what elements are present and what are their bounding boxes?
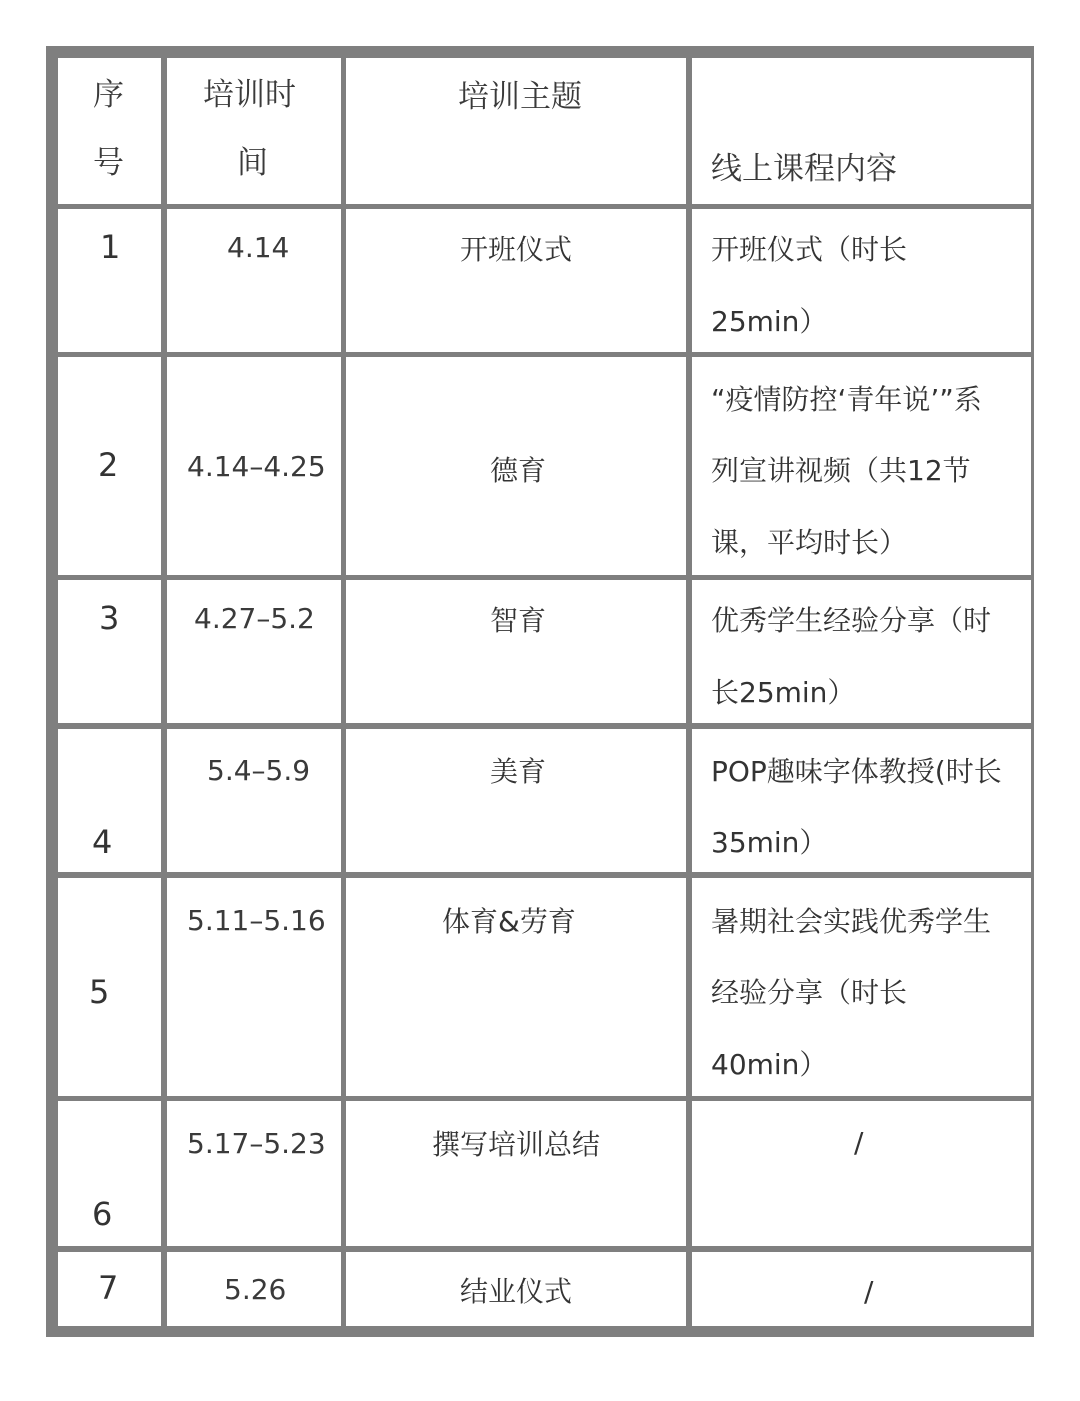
row-4-topic: 美育	[490, 755, 547, 788]
row-7-content: /	[864, 1275, 874, 1308]
row-6-index: 6	[92, 1195, 113, 1233]
row-5-index: 5	[89, 973, 110, 1011]
row-1-index-cell	[58, 209, 161, 352]
header-time-line-2: 间	[237, 145, 268, 181]
row-5-time: 5.11–5.16	[187, 904, 326, 937]
row-2-topic-cell	[346, 357, 686, 575]
row-4-content-line-2: 35min）	[711, 826, 828, 859]
row-1-topic-cell	[346, 209, 686, 352]
header-topic: 培训主题	[458, 79, 582, 115]
row-6-topic-cell	[346, 1101, 686, 1246]
row-5-time-cell	[167, 878, 341, 1096]
row-2-topic: 德育	[490, 454, 547, 487]
row-2-content-line-2: 列宣讲视频（共12节	[711, 454, 971, 487]
row-5-content-cell	[692, 878, 1031, 1096]
row-5-content-line-1: 暑期社会实践优秀学生	[711, 905, 992, 938]
row-2-index: 2	[98, 446, 119, 484]
row-7-time: 5.26	[224, 1273, 287, 1306]
row-2-time: 4.14–4.25	[187, 450, 326, 483]
row-7-topic: 结业仪式	[460, 1275, 573, 1308]
row-3-time-cell	[167, 580, 341, 723]
row-5-content-line-3: 40min）	[711, 1048, 828, 1081]
header-content: 线上课程内容	[711, 151, 897, 187]
row-1-topic: 开班仪式	[460, 233, 573, 266]
row-7-time-cell	[167, 1252, 341, 1326]
header-cell-index	[58, 58, 161, 204]
row-2-time-cell	[167, 357, 341, 575]
row-6-index-cell	[58, 1101, 161, 1246]
row-4-time-cell	[167, 729, 341, 872]
header-cell-time	[167, 58, 341, 204]
row-4-content-cell	[692, 729, 1031, 872]
row-5-index-cell	[58, 878, 161, 1096]
row-6-time: 5.17–5.23	[187, 1127, 326, 1160]
row-2-content-cell	[692, 357, 1031, 575]
row-3-topic-cell	[346, 580, 686, 723]
row-3-content-line-1: 优秀学生经验分享（时	[711, 604, 992, 637]
row-1-content-line-2: 25min）	[711, 305, 828, 338]
row-4-topic-cell	[346, 729, 686, 872]
row-7-index: 7	[98, 1269, 119, 1307]
row-6-topic: 撰写培训总结	[432, 1128, 601, 1161]
row-2-content-line-1: “疫情防控‘青年说’”系	[711, 383, 982, 416]
row-4-time: 5.4–5.9	[207, 754, 311, 787]
row-3-index: 3	[99, 599, 120, 637]
row-3-index-cell	[58, 580, 161, 723]
row-5-content-line-2: 经验分享（时长	[711, 976, 908, 1009]
row-1-index: 1	[100, 228, 121, 266]
row-7-topic-cell	[346, 1252, 686, 1326]
row-5-topic: 体育&劳育	[442, 905, 576, 938]
row-3-time: 4.27–5.2	[194, 602, 315, 635]
header-index-line-2: 号	[93, 145, 124, 181]
row-1-time-cell	[167, 209, 341, 352]
header-time-line-1: 培训时	[203, 77, 296, 113]
row-7-content-cell	[692, 1252, 1031, 1326]
row-4-index: 4	[92, 823, 113, 861]
row-5-topic-cell	[346, 878, 686, 1096]
row-4-index-cell	[58, 729, 161, 872]
row-1-time: 4.14	[227, 231, 290, 264]
row-2-index-cell	[58, 357, 161, 575]
row-1-content-cell	[692, 209, 1031, 352]
row-4-content-line-1: POP趣味字体教授(时长	[711, 755, 1002, 788]
row-3-content-line-2: 长25min）	[711, 676, 856, 709]
row-7-index-cell	[58, 1252, 161, 1326]
row-6-content: /	[854, 1126, 864, 1159]
header-cell-topic	[346, 58, 686, 204]
row-2-content-line-3: 课，平均时长）	[711, 526, 908, 559]
header-index-line-1: 序	[93, 77, 124, 113]
row-3-content-cell	[692, 580, 1031, 723]
row-6-content-cell	[692, 1101, 1031, 1246]
row-6-time-cell	[167, 1101, 341, 1246]
row-3-topic: 智育	[490, 604, 547, 637]
header-cell-content	[692, 58, 1031, 204]
row-1-content-line-1: 开班仪式（时长	[711, 233, 908, 266]
